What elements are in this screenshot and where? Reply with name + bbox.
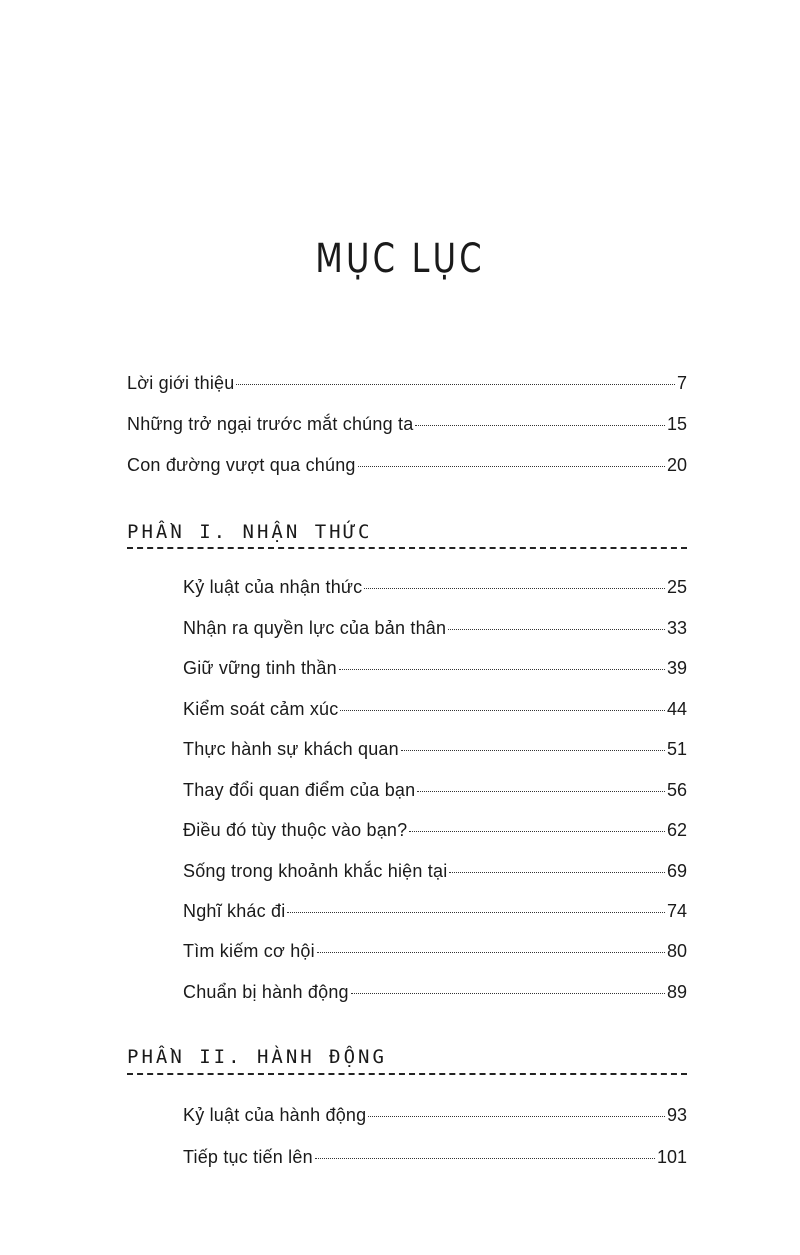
toc-entry[interactable]: [183, 898, 687, 924]
dot-leader: [351, 992, 665, 994]
dot-leader: [448, 628, 665, 630]
dashed-divider: [127, 1073, 687, 1075]
dot-leader: [317, 951, 665, 953]
toc-entry-label: Kỷ luật của hành động: [183, 1105, 367, 1125]
toc-entry-label: Thực hành sự khách quan: [183, 739, 399, 759]
dot-leader: [287, 911, 665, 913]
toc-entry[interactable]: [183, 736, 687, 762]
dot-leader: [415, 424, 665, 426]
toc-entry-label: Con đường vượt qua chúng: [127, 455, 356, 475]
part-heading: PHẦN II. HÀNH ĐỘNG: [127, 1046, 387, 1068]
toc-entry-page: 44: [666, 699, 687, 719]
toc-entry-label: Những trở ngại trước mắt chúng ta: [127, 414, 414, 434]
dot-leader: [364, 587, 665, 589]
dot-leader: [401, 749, 665, 751]
toc-entry-label: Thay đổi quan điểm của bạn: [183, 780, 416, 800]
toc-entry-page: 25: [666, 577, 687, 597]
toc-entry-page: 20: [666, 455, 687, 475]
dot-leader: [315, 1157, 655, 1159]
dot-leader: [368, 1115, 665, 1117]
dot-leader: [358, 465, 665, 467]
toc-entry-page: 56: [666, 780, 687, 800]
toc-entry-page: 39: [666, 658, 687, 678]
toc-entry-page: 7: [676, 373, 687, 393]
toc-entry[interactable]: [183, 1102, 687, 1128]
toc-entry-obstacles[interactable]: [127, 411, 687, 437]
toc-entry-label: Sống trong khoảnh khắc hiện tại: [183, 861, 448, 881]
toc-entry[interactable]: [183, 574, 687, 600]
dot-leader: [449, 871, 665, 873]
page-title: MỤC LỤC: [315, 236, 485, 282]
dashed-divider: [127, 547, 687, 549]
toc-entry-page: 62: [666, 820, 687, 840]
dot-leader: [339, 668, 665, 670]
toc-entry-page: 93: [666, 1105, 687, 1125]
toc-entry[interactable]: [183, 1144, 687, 1170]
toc-entry-label: Nghĩ khác đi: [183, 901, 286, 921]
toc-entry[interactable]: [183, 777, 687, 803]
toc-entry-path[interactable]: [127, 452, 687, 478]
toc-entry[interactable]: [183, 938, 687, 964]
toc-entry[interactable]: [183, 817, 687, 843]
toc-entry-label: Giữ vững tinh thần: [183, 658, 337, 678]
dot-leader: [409, 830, 665, 832]
toc-entry-label: Lời giới thiệu: [127, 373, 235, 393]
dot-leader: [236, 383, 675, 385]
toc-entry-page: 74: [666, 901, 687, 921]
toc-entry-label: Tiếp tục tiến lên: [183, 1147, 313, 1167]
toc-entry-page: 69: [666, 861, 687, 881]
toc-entry-page: 89: [666, 982, 687, 1002]
part-heading: PHẦN I. NHẬN THỨC: [127, 521, 373, 543]
toc-entry[interactable]: [183, 655, 687, 681]
toc-entry-label: Điều đó tùy thuộc vào bạn?: [183, 820, 408, 840]
toc-entry-label: Kiểm soát cảm xúc: [183, 699, 339, 719]
toc-entry-label: Nhận ra quyền lực của bản thân: [183, 618, 447, 638]
toc-entry-page: 51: [666, 739, 687, 759]
toc-entry-label: Kỷ luật của nhận thức: [183, 577, 363, 597]
dot-leader: [340, 709, 665, 711]
dot-leader: [417, 790, 665, 792]
toc-entry[interactable]: [183, 858, 687, 884]
toc-entry-page: 101: [656, 1147, 687, 1167]
toc-entry-label: Chuẩn bị hành động: [183, 982, 349, 1002]
toc-entry[interactable]: [183, 979, 687, 1005]
toc-entry-page: 33: [666, 618, 687, 638]
toc-entry[interactable]: [183, 615, 687, 641]
toc-entry[interactable]: [183, 696, 687, 722]
toc-entry-page: 15: [666, 414, 687, 434]
toc-entry-page: 80: [666, 941, 687, 961]
toc-entry-intro[interactable]: [127, 370, 687, 396]
toc-entry-label: Tìm kiếm cơ hội: [183, 941, 315, 961]
